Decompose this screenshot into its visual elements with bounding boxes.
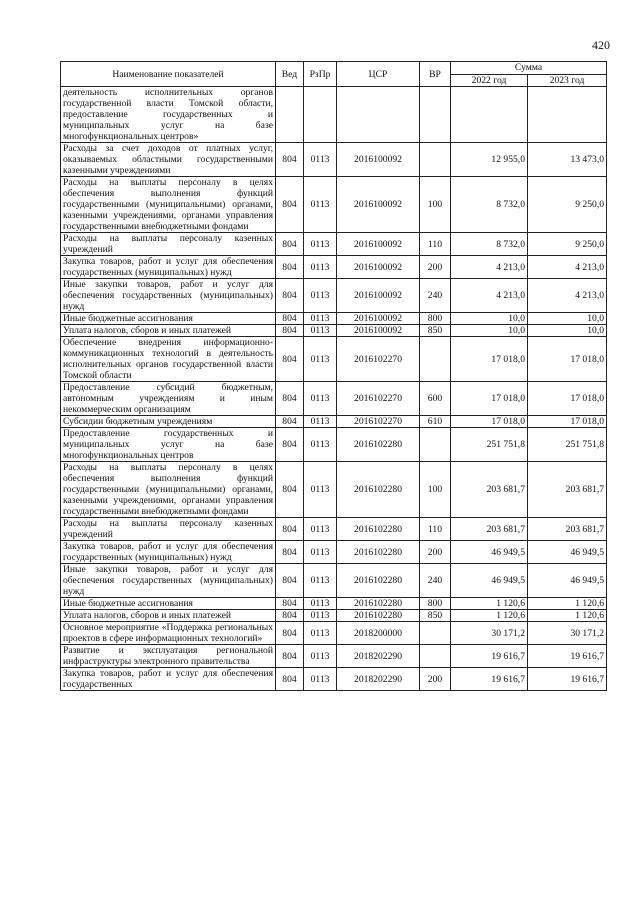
cell-sum-2023: 9 250,0 [528,233,607,256]
cell-sum-2023: 203 681,7 [528,518,607,541]
cell-csr: 2016102280 [337,518,420,541]
cell-vr [420,428,451,462]
cell-sum-2023: 19 616,7 [528,645,607,668]
cell-ved: 804 [276,382,304,416]
table-row [61,462,607,518]
table-row [61,87,607,143]
table-row [61,668,607,691]
table-row [61,610,607,622]
cell-csr: 2016102280 [337,541,420,564]
cell-ved: 804 [276,279,304,313]
cell-csr: 2016100092 [337,313,420,325]
cell-sum-2022: 19 616,7 [451,645,528,668]
cell-sum-2023: 13 473,0 [528,143,607,177]
cell-rzpr: 0113 [304,462,337,518]
cell-sum-2022: 17 018,0 [451,337,528,382]
table-row [61,279,607,313]
cell-csr [337,87,420,143]
cell-name: Расходы на выплаты персоналу в целях обеспечения выполнения функций государственными (муниципальными) органами, казенными учреждениями, органами управления государственными внебюджетными фондами [61,462,276,518]
cell-name: Иные бюджетные ассигнования [61,598,276,610]
header-csr: ЦСР [337,62,420,87]
cell-vr: 200 [420,668,451,691]
cell-vr: 110 [420,518,451,541]
cell-name: деятельность исполнительных органов государственной власти Томской области, предоставление государственных и муниципальных услуг на базе многофункциональных центров» [61,87,276,143]
cell-ved: 804 [276,256,304,279]
cell-csr: 2016102270 [337,416,420,428]
cell-sum-2023: 17 018,0 [528,382,607,416]
cell-sum-2022: 8 732,0 [451,177,528,233]
cell-vr: 200 [420,256,451,279]
cell-ved: 804 [276,564,304,598]
header-rzpr: РзПр [304,62,337,87]
header-sum: Сумма [451,62,607,75]
cell-sum-2023: 17 018,0 [528,337,607,382]
cell-sum-2023: 203 681,7 [528,462,607,518]
cell-ved: 804 [276,143,304,177]
cell-rzpr: 0113 [304,233,337,256]
cell-csr: 2016100092 [337,233,420,256]
cell-vr: 800 [420,313,451,325]
table-row [61,337,607,382]
cell-vr: 100 [420,177,451,233]
page-number: 420 [592,38,610,52]
cell-csr: 2016102280 [337,598,420,610]
cell-sum-2023: 17 018,0 [528,416,607,428]
cell-name: Иные закупки товаров, работ и услуг для обеспечения государственных (муниципальных) нужд [61,564,276,598]
table-row [61,541,607,564]
cell-sum-2022: 10,0 [451,313,528,325]
table-body [61,87,607,691]
cell-rzpr: 0113 [304,518,337,541]
cell-rzpr: 0113 [304,622,337,645]
cell-csr: 2016102280 [337,564,420,598]
cell-sum-2023: 4 213,0 [528,279,607,313]
cell-ved: 804 [276,233,304,256]
table-row [61,564,607,598]
cell-vr: 100 [420,462,451,518]
cell-name: Расходы на выплаты персоналу в целях обеспечения выполнения функций государственными (муниципальными) органами, казенными учреждениями, органами управления государственными внебюджетными фондами [61,177,276,233]
cell-csr: 2016100092 [337,143,420,177]
cell-ved: 804 [276,622,304,645]
cell-sum-2022: 251 751,8 [451,428,528,462]
cell-name: Закупка товаров, работ и услуг для обеспечения государственных [61,668,276,691]
cell-rzpr: 0113 [304,668,337,691]
cell-rzpr: 0113 [304,325,337,337]
cell-name: Расходы на выплаты персоналу казенных учреждений [61,518,276,541]
cell-sum-2022 [451,87,528,143]
cell-ved: 804 [276,645,304,668]
cell-sum-2022: 46 949,5 [451,564,528,598]
cell-ved: 804 [276,177,304,233]
cell-rzpr: 0113 [304,416,337,428]
cell-name: Закупка товаров, работ и услуг для обеспечения государственных (муниципальных) нужд [61,541,276,564]
cell-ved: 804 [276,518,304,541]
header-ved: Вед [276,62,304,87]
cell-ved: 804 [276,313,304,325]
cell-sum-2023: 9 250,0 [528,177,607,233]
cell-name: Иные бюджетные ассигнования [61,313,276,325]
cell-name: Предоставление государственных и муниципальных услуг на базе многофункциональных центров [61,428,276,462]
cell-ved [276,87,304,143]
cell-rzpr: 0113 [304,598,337,610]
cell-sum-2022: 46 949,5 [451,541,528,564]
cell-name: Уплата налогов, сборов и иных платежей [61,610,276,622]
cell-csr: 2016102280 [337,428,420,462]
cell-csr: 2016100092 [337,177,420,233]
cell-rzpr: 0113 [304,645,337,668]
cell-sum-2022: 1 120,6 [451,610,528,622]
cell-sum-2022: 4 213,0 [451,256,528,279]
cell-ved: 804 [276,325,304,337]
cell-sum-2023: 46 949,5 [528,541,607,564]
cell-sum-2023 [528,87,607,143]
cell-sum-2023: 30 171,2 [528,622,607,645]
budget-table [60,61,607,691]
cell-sum-2022: 8 732,0 [451,233,528,256]
cell-sum-2022: 4 213,0 [451,279,528,313]
cell-name: Предоставление субсидий бюджетным, автономным учреждениям и иным некоммерческим организациям [61,382,276,416]
cell-rzpr: 0113 [304,177,337,233]
cell-sum-2022: 10,0 [451,325,528,337]
header-year-2022: 2022 год [451,74,528,87]
cell-rzpr: 0113 [304,256,337,279]
cell-rzpr: 0113 [304,428,337,462]
cell-vr: 850 [420,610,451,622]
cell-vr [420,87,451,143]
cell-rzpr: 0113 [304,337,337,382]
table-row [61,382,607,416]
cell-ved: 804 [276,462,304,518]
cell-sum-2022: 1 120,6 [451,598,528,610]
cell-sum-2023: 19 616,7 [528,668,607,691]
cell-name: Закупка товаров, работ и услуг для обеспечения государственных (муниципальных) нужд [61,256,276,279]
table-row [61,233,607,256]
cell-vr: 240 [420,564,451,598]
cell-name: Обеспечение внедрения информационно-коммуникационных технологий в деятельность исполнительных органов государственной власти Томской области [61,337,276,382]
cell-csr: 2016102270 [337,337,420,382]
cell-vr: 240 [420,279,451,313]
table-row [61,256,607,279]
cell-ved: 804 [276,610,304,622]
cell-name: Уплата налогов, сборов и иных платежей [61,325,276,337]
cell-name: Иные закупки товаров, работ и услуг для обеспечения государственных (муниципальных) нужд [61,279,276,313]
cell-ved: 804 [276,337,304,382]
table-row [61,313,607,325]
table-row [61,177,607,233]
cell-ved: 804 [276,428,304,462]
cell-csr: 2016102270 [337,382,420,416]
cell-sum-2022: 17 018,0 [451,382,528,416]
cell-ved: 804 [276,598,304,610]
cell-sum-2022: 203 681,7 [451,518,528,541]
header-vr: ВР [420,62,451,87]
cell-rzpr: 0113 [304,610,337,622]
cell-vr: 800 [420,598,451,610]
cell-name: Основное мероприятие «Поддержка региональных проектов в сфере информационных технологий» [61,622,276,645]
cell-name: Субсидии бюджетным учреждениям [61,416,276,428]
cell-sum-2022: 19 616,7 [451,668,528,691]
table-row [61,598,607,610]
table-row [61,325,607,337]
table-row [61,518,607,541]
cell-rzpr: 0113 [304,143,337,177]
cell-csr: 2016100092 [337,256,420,279]
cell-csr: 2016100092 [337,279,420,313]
cell-ved: 804 [276,541,304,564]
cell-sum-2022: 203 681,7 [451,462,528,518]
cell-rzpr: 0113 [304,313,337,325]
cell-sum-2023: 46 949,5 [528,564,607,598]
cell-ved: 804 [276,416,304,428]
cell-csr: 2016102280 [337,610,420,622]
header-name: Наименование показателей [61,62,276,87]
cell-sum-2022: 12 955,0 [451,143,528,177]
cell-vr: 200 [420,541,451,564]
cell-csr: 2016102280 [337,462,420,518]
cell-sum-2023: 251 751,8 [528,428,607,462]
cell-rzpr: 0113 [304,382,337,416]
cell-vr [420,337,451,382]
cell-sum-2023: 4 213,0 [528,256,607,279]
cell-csr: 2018202290 [337,668,420,691]
cell-sum-2023: 10,0 [528,325,607,337]
cell-name: Расходы на выплаты персоналу казенных учреждений [61,233,276,256]
cell-csr: 2018202290 [337,645,420,668]
table-row [61,416,607,428]
cell-vr [420,645,451,668]
header-year-2023: 2023 год [528,74,607,87]
cell-vr [420,622,451,645]
cell-name: Развитие и эксплуатация региональной инфраструктуры электронного правительства [61,645,276,668]
table-row [61,143,607,177]
cell-ved: 804 [276,668,304,691]
cell-vr: 600 [420,382,451,416]
cell-csr: 2016100092 [337,325,420,337]
cell-rzpr: 0113 [304,279,337,313]
table-row [61,645,607,668]
cell-sum-2023: 1 120,6 [528,598,607,610]
cell-name: Расходы за счет доходов от платных услуг, оказываемых областными государственными казенными учреждениями [61,143,276,177]
table-row [61,622,607,645]
cell-rzpr [304,87,337,143]
cell-sum-2023: 10,0 [528,313,607,325]
cell-sum-2023: 1 120,6 [528,610,607,622]
cell-rzpr: 0113 [304,564,337,598]
cell-vr [420,143,451,177]
cell-vr: 110 [420,233,451,256]
cell-vr: 850 [420,325,451,337]
cell-rzpr: 0113 [304,541,337,564]
cell-sum-2022: 30 171,2 [451,622,528,645]
table-row [61,428,607,462]
cell-sum-2022: 17 018,0 [451,416,528,428]
cell-csr: 2018200000 [337,622,420,645]
cell-vr: 610 [420,416,451,428]
